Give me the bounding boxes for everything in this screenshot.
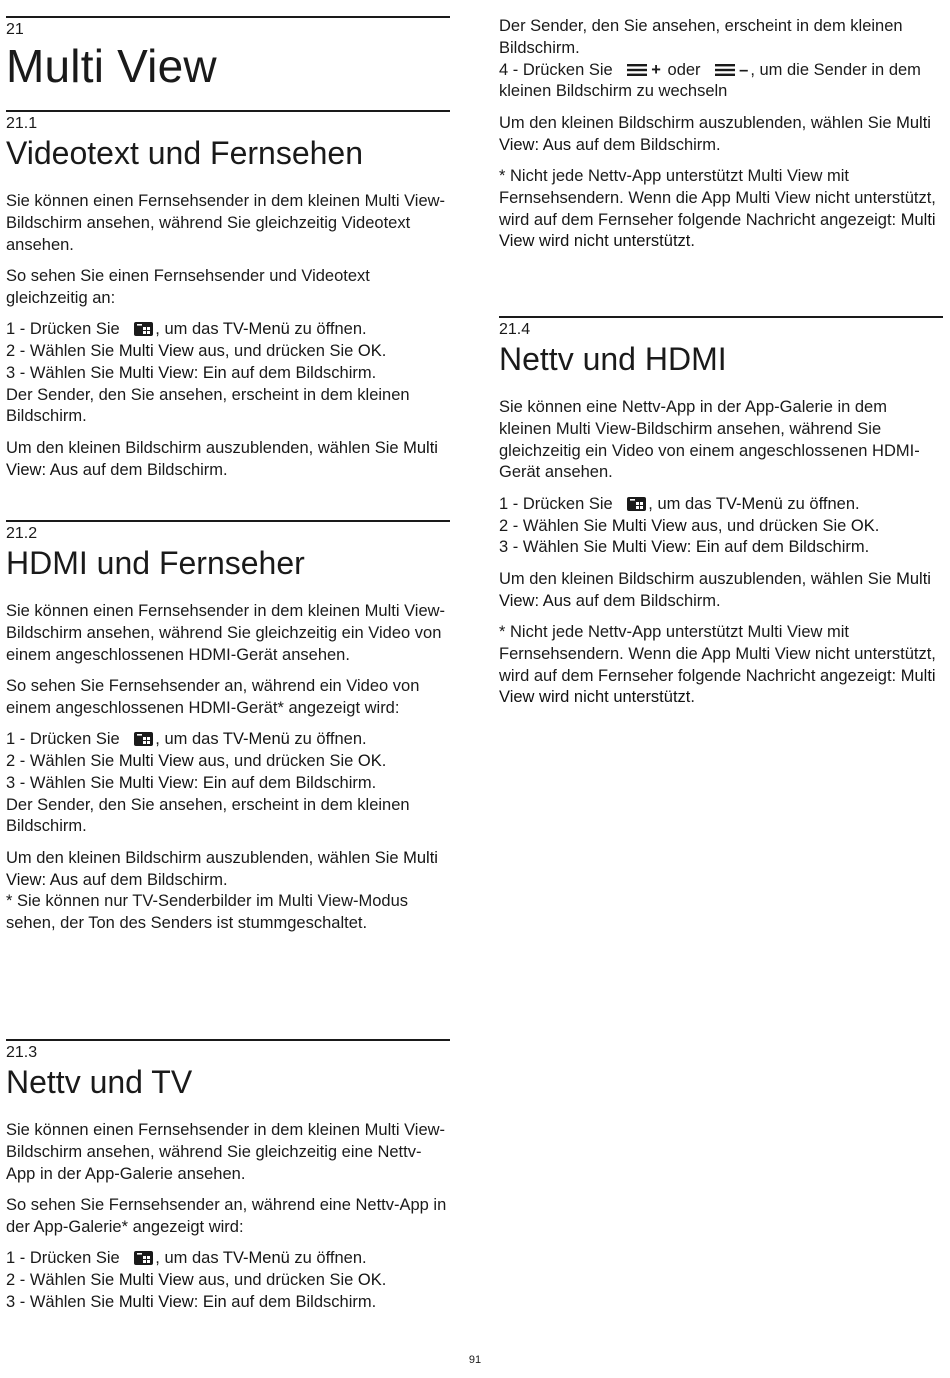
section-number: 21.1	[6, 115, 38, 132]
section-21-1	[6, 110, 450, 481]
plus-icon: +	[651, 60, 661, 79]
intro-paragraph: Sie können einen Fernsehsender in dem kleinen Multi View-Bildschirm ansehen, während Sie gleichzeitig eine Nettv-App in der App-Galerie ansehen.	[6, 1121, 446, 1183]
step-3: 3 - Wählen Sie Multi View: Ein auf dem Bildschirm.	[6, 1292, 377, 1311]
step-2: 2 - Wählen Sie Multi View aus, und drücken Sie OK.	[6, 341, 387, 360]
list-icon	[627, 61, 647, 73]
tv-menu-icon	[134, 732, 153, 746]
chapter-header	[6, 16, 450, 92]
after-steps: Der Sender, den Sie ansehen, erscheint in dem kleinen Bildschirm.	[6, 385, 410, 426]
section-rule	[6, 1039, 450, 1041]
tv-menu-icon	[134, 322, 153, 336]
step-3: 3 - Wählen Sie Multi View: Ein auf dem Bildschirm.	[6, 773, 377, 792]
section-title: HDMI und Fernseher	[6, 545, 305, 581]
howto-paragraph: So sehen Sie Fernsehsender an, während eine Nettv-App in der App-Galerie* angezeigt wird:	[6, 1195, 447, 1236]
intro-paragraph: Sie können einen Fernsehsender in dem kleinen Multi View-Bildschirm ansehen, während Sie gleichzeitig ein Video von einem angeschlossenen HDMI-Gerät ansehen.	[6, 602, 446, 664]
after-steps: Der Sender, den Sie ansehen, erscheint in dem kleinen Bildschirm.	[499, 17, 903, 57]
steps	[6, 319, 450, 428]
tv-menu-icon	[627, 497, 646, 511]
step-4: 4 - Drücken Sie + oder – , um die Sender in dem kleinen Bildschirm zu wechseln	[499, 60, 921, 101]
intro-paragraph: Sie können eine Nettv-App in der App-Galerie in dem kleinen Multi View-Bildschirm ansehen, während Sie gleichzeitig ein Video von einem angeschlossenen HDMI-Gerät ansehen.	[499, 398, 920, 482]
section-title: Videotext und Fernsehen	[6, 135, 363, 171]
step-1: 1 - Drücken Sie , um das TV-Menü zu öffnen.	[6, 320, 367, 339]
step-1: 1 - Drücken Sie , um das TV-Menü zu öffnen.	[6, 730, 367, 749]
steps	[499, 494, 943, 559]
intro-paragraph: Sie können einen Fernsehsender in dem kleinen Multi View-Bildschirm ansehen, während Sie gleichzeitig Videotext ansehen.	[6, 192, 446, 254]
section-number: 21.4	[499, 321, 531, 338]
step-3: 3 - Wählen Sie Multi View: Ein auf dem Bildschirm.	[6, 363, 377, 382]
step-3: 3 - Wählen Sie Multi View: Ein auf dem Bildschirm.	[499, 538, 870, 557]
step-2: 2 - Wählen Sie Multi View aus, und drücken Sie OK.	[6, 1270, 387, 1289]
section-title: Nettv und TV	[6, 1064, 193, 1100]
howto-paragraph: So sehen Sie Fernsehsender an, während ein Video von einem angeschlossenen HDMI-Gerät* angezeigt wird:	[6, 676, 420, 717]
chapter-title: Multi View	[6, 40, 217, 92]
section-rule	[6, 520, 450, 522]
step-1: 1 - Drücken Sie , um das TV-Menü zu öffnen.	[499, 494, 860, 513]
step-2: 2 - Wählen Sie Multi View aus, und drücken Sie OK.	[499, 516, 880, 535]
section-rule	[6, 110, 450, 112]
steps	[6, 729, 450, 838]
howto-paragraph: So sehen Sie einen Fernsehsender und Videotext gleichzeitig an:	[6, 266, 370, 307]
hide-paragraph: Um den kleinen Bildschirm auszublenden, wählen Sie Multi View: Aus auf dem Bildschirm.	[6, 438, 438, 479]
section-21-3-continued	[499, 16, 943, 253]
minus-icon: –	[739, 60, 749, 79]
section-21-4	[499, 316, 943, 709]
step-2: 2 - Wählen Sie Multi View aus, und drücken Sie OK.	[6, 751, 387, 770]
step-1: 1 - Drücken Sie , um das TV-Menü zu öffnen.	[6, 1249, 367, 1268]
steps	[6, 1248, 450, 1313]
note-paragraph: * Nicht jede Nettv-App unterstützt Multi View mit Fernsehsendern. Wenn die App Multi View nicht unterstützt, wird auf dem Fernseher folgende Nachricht angezeigt: Multi View wird nicht unterstützt.	[499, 622, 936, 707]
section-number: 21.2	[6, 525, 38, 542]
section-title: Nettv und HDMI	[499, 341, 727, 377]
note-paragraph: * Nicht jede Nettv-App unterstützt Multi View mit Fernsehsendern. Wenn die App Multi View nicht unterstützt, wird auf dem Fernseher folgende Nachricht angezeigt: Multi View wird nicht unterstützt.	[499, 166, 936, 251]
page-number: 91	[468, 1354, 482, 1366]
chapter-number: 21	[6, 21, 24, 38]
note-paragraph: * Sie können nur TV-Senderbilder im Multi View-Modus sehen, der Ton des Senders ist stummgeschaltet.	[6, 892, 409, 933]
hide-paragraph: Um den kleinen Bildschirm auszublenden, wählen Sie Multi View: Aus auf dem Bildschirm.	[499, 113, 931, 154]
after-steps: Der Sender, den Sie ansehen, erscheint in dem kleinen Bildschirm.	[6, 795, 410, 836]
section-21-3	[6, 1039, 450, 1314]
hide-paragraph: Um den kleinen Bildschirm auszublenden, wählen Sie Multi View: Aus auf dem Bildschirm.	[499, 569, 931, 610]
hide-paragraph: Um den kleinen Bildschirm auszublenden, wählen Sie Multi View: Aus auf dem Bildschirm.	[6, 848, 438, 889]
tv-menu-icon	[134, 1251, 153, 1265]
section-rule	[499, 316, 943, 318]
list-icon	[715, 61, 735, 73]
section-21-2	[6, 520, 450, 935]
chapter-rule	[6, 16, 450, 18]
section-number: 21.3	[6, 1044, 38, 1061]
